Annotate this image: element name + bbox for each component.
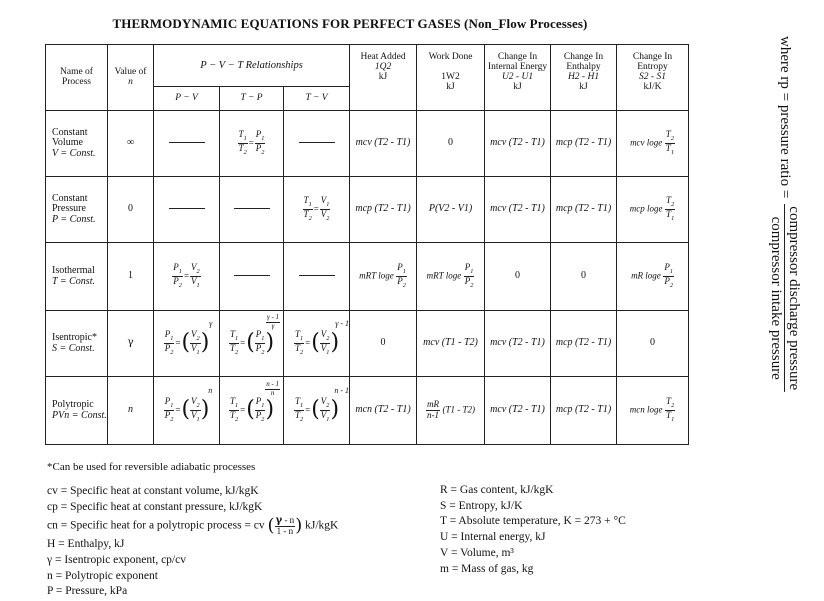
n-value: 1 [108, 243, 154, 311]
table-row [46, 177, 689, 243]
definition: P = Pressure, kPa [47, 585, 128, 598]
header-pvt: P − V − T Relationships [154, 45, 350, 87]
definition: U = Internal energy, kJ [440, 531, 546, 544]
tv-relation: $\frac{T_1}{T_2}$ =( $\frac{V_2}{V_1}$ ) γ - 1 [284, 311, 350, 377]
enthalpy-change: mcp (T2 - T1) [551, 177, 617, 243]
header-name-of-process: Name of Process [46, 45, 108, 111]
table-row [46, 243, 689, 311]
header-internal-energy: Change In Internal Energy U2 - U1 kJ [485, 45, 551, 111]
entropy-change: mcv loge $\frac{T_2}{T_1}$ [617, 111, 689, 177]
header-work-done: Work Done 1W2 kJ [417, 45, 485, 111]
enthalpy-change: mcp (T2 - T1) [551, 111, 617, 177]
entropy-change: mR loge $\frac{P_1}{P_2}$ [617, 243, 689, 311]
pressure-ratio-denominator: compressor intake pressure [768, 216, 785, 380]
header-value-of-n: Value of n [108, 45, 154, 111]
pressure-ratio-numerator: compressor discharge pressure [786, 206, 803, 391]
enthalpy-change: mcp (T2 - T1) [551, 311, 617, 377]
pv-relation: $\frac{P_1}{P_2}$ =( $\frac{V_2}{V_1}$ ) γ [154, 311, 220, 377]
definition: cp = Specific heat at constant pressure, kJ/kgK [47, 500, 263, 513]
n-value: n [108, 377, 154, 445]
internal-energy-change: mcv (T2 - T1) [485, 311, 551, 377]
heat-added: mRT loge $\frac{P_1}{P_2}$ [350, 243, 417, 311]
enthalpy-change: 0 [551, 243, 617, 311]
table-row [46, 111, 689, 177]
table-row [46, 377, 689, 445]
enthalpy-change: mcp (T2 - T1) [551, 377, 617, 445]
work-done: mRT loge $\frac{P_1}{P_2}$ [417, 243, 485, 311]
pv-relation [154, 111, 220, 177]
heat-added: mcv (T2 - T1) [350, 111, 417, 177]
work-done: $\frac{mR}{n-1}$ (T1 - T2) [417, 377, 485, 445]
header-enthalpy: Change In Enthalpy H2 - H1 kJ [551, 45, 617, 111]
definition: cn = Specific heat for a polytropic process = cv ( $\frac{\gamma - n}{1 - n}$ ) kJ/kgK [47, 515, 339, 537]
heat-added: 0 [350, 311, 417, 377]
table-row [46, 311, 689, 377]
definition: T = Absolute temperature, K = 273 + °C [440, 515, 626, 528]
work-done: P(V2 - V1) [417, 177, 485, 243]
header-tv: T − V [284, 87, 350, 111]
n-value: 0 [108, 177, 154, 243]
tv-relation [284, 243, 350, 311]
definition: m = Mass of gas, kg [440, 562, 534, 575]
definition: n = Polytropic exponent [47, 569, 158, 582]
process-name: Isentropic* S = Const. [46, 311, 108, 377]
process-name: Constant Pressure P = Const. [46, 177, 108, 243]
definition: S = Entropy, kJ/K [440, 499, 523, 512]
definitions-right [440, 483, 626, 577]
pressure-ratio-prefix: where rp = pressure ratio = [777, 36, 794, 199]
page-title: THERMODYNAMIC EQUATIONS FOR PERFECT GASES (Non_Flow Processes) [112, 16, 588, 31]
tv-relation [284, 111, 350, 177]
header-tp: T − P [220, 87, 284, 111]
tv-relation: $\frac{T_1}{T_2}$ = $\frac{V_1}{V_2}$ [284, 177, 350, 243]
process-name: Polytropic PVn = Const. [46, 377, 108, 445]
pv-relation [154, 177, 220, 243]
process-name: Isothermal T = Const. [46, 243, 108, 311]
definition: H = Enthalpy, kJ [47, 538, 125, 551]
entropy-change: mcp loge $\frac{T_2}{T_1}$ [617, 177, 689, 243]
internal-energy-change: mcv (T2 - T1) [485, 177, 551, 243]
work-done: 0 [417, 111, 485, 177]
footnote: *Can be used for reversible adiabatic processes [47, 461, 256, 473]
definition: R = Gas content, kJ/kgK [440, 484, 554, 496]
tv-relation: $\frac{T_1}{T_2}$ =( $\frac{V_2}{V_1}$ ) n - 1 [284, 377, 350, 445]
work-done: mcv (T1 - T2) [417, 311, 485, 377]
tp-relation [220, 177, 284, 243]
n-value: ∞ [108, 111, 154, 177]
definition: V = Volume, m³ [440, 546, 514, 559]
tp-relation: $\frac{T_1}{T_2}$ =( $\frac{P_1}{P_2}$ ) $\frac{n - 1}{n}$ [220, 377, 284, 445]
tp-relation [220, 243, 284, 311]
header-pv: P − V [154, 87, 220, 111]
definition: γ = Isentropic exponent, cp/cv [47, 554, 186, 566]
internal-energy-change: 0 [485, 243, 551, 311]
internal-energy-change: mcv (T2 - T1) [485, 111, 551, 177]
header-heat-added: Heat Added 1Q2 kJ [350, 45, 417, 111]
entropy-change: mcn loge $\frac{T_2}{T_1}$ [617, 377, 689, 445]
heat-added: mcn (T2 - T1) [350, 377, 417, 445]
header-entropy: Change In Entropy S2 - S1 kJ/K [617, 45, 689, 111]
heat-added: mcp (T2 - T1) [350, 177, 417, 243]
equations-table [45, 44, 689, 445]
process-name: Constant Volume V = Const. [46, 111, 108, 177]
pressure-ratio-definition [762, 36, 808, 392]
tp-relation: $\frac{T_1}{T_2}$ =( $\frac{P_1}{P_2}$ ) $\frac{\gamma - 1}{\gamma}$ [220, 311, 284, 377]
n-value: γ [108, 311, 154, 377]
definitions-left [47, 484, 338, 600]
definition: cv = Specific heat at constant volume, kJ/kgK [47, 485, 259, 497]
internal-energy-change: mcv (T2 - T1) [485, 377, 551, 445]
pv-relation: $\frac{P_1}{P_2}$ = $\frac{V_2}{V_1}$ [154, 243, 220, 311]
tp-relation: $\frac{T_1}{T_2}$ = $\frac{P_1}{P_2}$ [220, 111, 284, 177]
pv-relation: $\frac{P_1}{P_2}$ =( $\frac{V_2}{V_1}$ ) n [154, 377, 220, 445]
entropy-change: 0 [617, 311, 689, 377]
